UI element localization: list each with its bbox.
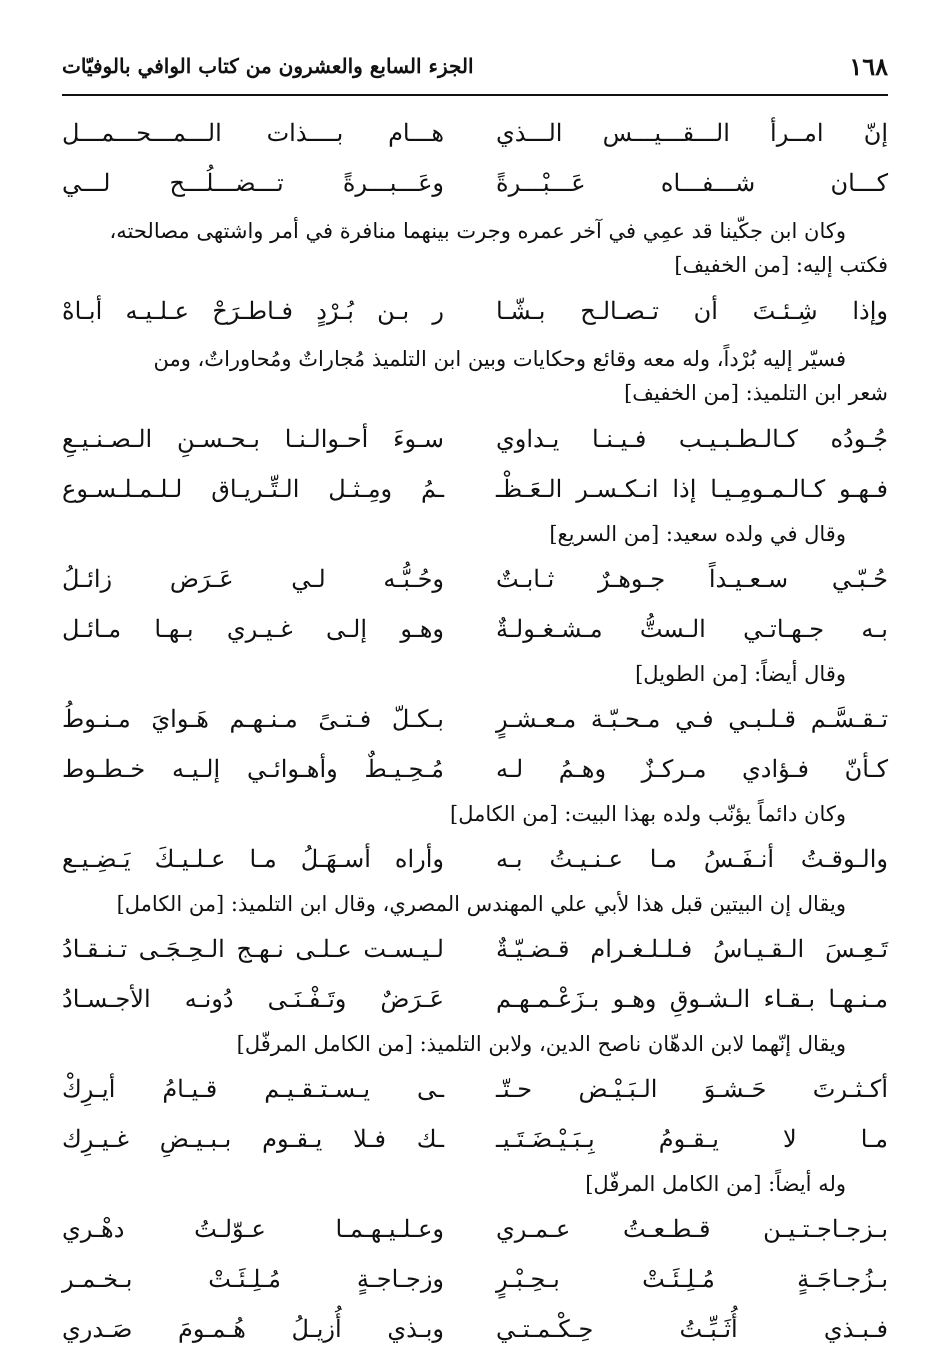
- verse-first-hemistich: مـنـهـا بـقـاء الـشـوقِ وهـو بـزَعْـمـهـم: [496, 985, 888, 1013]
- page-body: [62, 108, 888, 1354]
- verse-second-hemistich: ر بـن بُـرْدٍ فـاطـرَحْ عـلـيـه أبـاهْ: [62, 297, 444, 325]
- verse-second-hemistich: وعـلـيـهـمـا عـوّلـتُ دهْـري: [62, 1215, 444, 1243]
- verse-second-hemistich: لـيـسـت عـلـى نـهـج الـحِـجَـى تـنـقـادُ: [62, 935, 444, 963]
- verse-second-hemistich: وهـو إلـى غـيـري بـهـا مـائـل: [62, 615, 444, 643]
- verse-first-hemistich: مـا لا يـقـومُ بِـبَـيْـضَـتَـيـ: [496, 1125, 888, 1153]
- verse-line: [62, 924, 888, 974]
- verse-first-hemistich: فـهـو كـالـمـومِـيـا إذا انـكـسـر الـعَـظْـ: [496, 475, 888, 503]
- verse-first-hemistich: حُـبّـي سـعـيـداً جـوهـرٌ ثـابـتٌ: [496, 565, 888, 593]
- verse-second-hemistich: وحُـبُّـه لـي عَـرَض زائـلُ: [62, 565, 444, 593]
- verse-second-hemistich: ـى يـسـتـقـيـم قـيـامُ أيـرِكْ: [62, 1075, 444, 1103]
- verse-line: [62, 158, 888, 208]
- verse-second-hemistich: ـك فـلا يـقـوم بـبـيـضِ غـيـرِك: [62, 1125, 444, 1153]
- verse-line: [62, 604, 888, 654]
- verse-first-hemistich: أكـثـرتَ حَـشـوَ الـبَـيْـض حـتّـ: [496, 1075, 888, 1103]
- verse-line: [62, 1204, 888, 1254]
- verse-line: [62, 1064, 888, 1114]
- prose-line: وكان ابن جكّينا قد عمِي في آخر عمره وجرت بينهما منافرة في أمر واشتهى مصالحته،: [109, 219, 846, 243]
- header-rule: [62, 94, 888, 96]
- verse-second-hemistich: هـــام بــــذات الـــمـــحـــمـــل: [62, 119, 444, 147]
- page-number: ١٦٨: [849, 52, 888, 81]
- verse-line: [62, 834, 888, 884]
- prose-paragraph: [62, 214, 888, 282]
- verse-first-hemistich: بـزُجـاجَـةٍ مُـلِـئَـتْ بـحِـبْـرٍ: [496, 1265, 888, 1293]
- verse-second-hemistich: عَـرَضٌ وتَـفْـنَـى دُونـه الأجـسـادُ: [62, 985, 444, 1013]
- intro-line: وقال أيضاً: [من الطويل]: [635, 662, 846, 686]
- verse-second-hemistich: بـكـلّ فـتـىً مـنـهـم هَـوايَ مـنـوطُ: [62, 705, 444, 733]
- verse-first-hemistich: بـزجـاجـتـيـن قـطـعـتُ عـمـري: [496, 1215, 888, 1243]
- verse-second-hemistich: وعَـــبـــرةً تـــضـــلُـــح لـــي: [62, 169, 444, 197]
- verse-line: [62, 414, 888, 464]
- page-header: [62, 52, 888, 88]
- verse-second-hemistich: سـوءَ أحـوالـنـا بـحـسـنِ الـصـنـيـعِ: [62, 425, 444, 453]
- prose-line: فكتب إليه: [من الخفيف]: [674, 253, 888, 277]
- verse-first-hemistich: فـبـذي أُثَـبِّـتُ حِـكْـمـتـي: [496, 1315, 888, 1343]
- verse-second-hemistich: وزجـاجـةٍ مُـلِـئَـتْ بـخـمـر: [62, 1265, 444, 1293]
- prose-line: فسيّر إليه بُرْداً، وله معه وقائع وحكايات وبين ابن التلميذ مُجاراتٌ ومُحاوراتٌ، ومن: [153, 347, 846, 371]
- running-head: الجزء السابع والعشرون من كتاب الوافي بالوفيّات: [62, 54, 474, 78]
- verse-first-hemistich: إنّ امــرأ الـــقـــيـــس الـــذي: [496, 119, 888, 147]
- verse-second-hemistich: ـمُ ومِـثـل الـتِّـريـاق لـلـمـلـسـوع: [62, 475, 444, 503]
- prose-line: شعر ابن التلميذ: [من الخفيف]: [624, 381, 888, 405]
- verse-line: [62, 744, 888, 794]
- verse-line: [62, 108, 888, 158]
- verse-line: [62, 694, 888, 744]
- intro-line: وكان دائماً يؤنّب ولده بهذا البيت: [من الكامل]: [450, 802, 846, 826]
- intro-line: وقال في ولده سعيد: [من السريع]: [549, 522, 846, 546]
- intro-line: ويقال إن البيتين قبل هذا لأبي علي المهندس المصري، وقال ابن التلميذ: [من الكامل]: [116, 892, 846, 916]
- verse-first-hemistich: كـــان شـــفـــاه عَـــبْـــرةً: [496, 169, 888, 197]
- verse-line: [62, 1254, 888, 1304]
- verse-second-hemistich: وبـذي أُزيـلُ هُـمـومَ صَـدري: [62, 1315, 444, 1343]
- verse-first-hemistich: تـقـسَّـم قـلـبـي فـي مـحـبّـة مـعـشـرٍ: [496, 705, 888, 733]
- verse-first-hemistich: جُـودُه كـالـطـبـيـب فـيـنـا يـداوي: [496, 425, 888, 453]
- verse-line: [62, 464, 888, 514]
- verse-first-hemistich: والـوقـتُ أنـفَـسُ مـا عـنـيـتُ بـه: [496, 845, 888, 873]
- verse-line: [62, 1304, 888, 1354]
- verse-line: [62, 974, 888, 1024]
- verse-second-hemistich: مُـحِـيـطٌ وأهـوائـي إلـيـه خـطـوط: [62, 755, 444, 783]
- verse-first-hemistich: كـأنّ فـؤادي مـركـزٌ وهـمُ لـه: [496, 755, 888, 783]
- verse-first-hemistich: تَـعِـسَ الـقـيـاسُ فـلـلـغـرام قـضـيّـةٌ: [496, 935, 888, 963]
- verse-line: [62, 1114, 888, 1164]
- verse-line: [62, 554, 888, 604]
- verse-first-hemistich: بـه جـهـاتـي الـستُّ مـشـغـولـةٌ: [496, 615, 888, 643]
- verse-first-hemistich: وإذا شِـئـتَ أن تـصـالـح بـشّـا: [496, 297, 888, 325]
- intro-line: وله أيضاً: [من الكامل المرفّل]: [585, 1172, 846, 1196]
- intro-line: ويقال إنّهما لابن الدهّان ناصح الدين، ولابن التلميذ: [من الكامل المرفّل]: [236, 1032, 846, 1056]
- verse-second-hemistich: وأراه أسـهَـلُ مـا عـلـيـكَ يَـضِـيـع: [62, 845, 444, 873]
- verse-line: [62, 286, 888, 336]
- prose-paragraph: [62, 342, 888, 410]
